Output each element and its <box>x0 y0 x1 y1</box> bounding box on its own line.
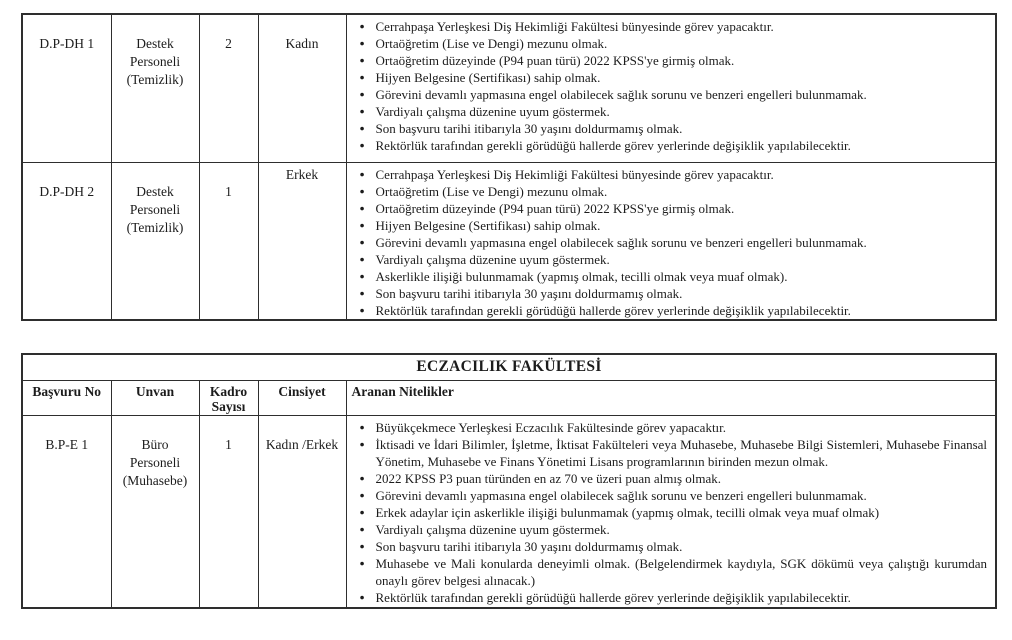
requirements-cell <box>346 162 996 320</box>
quota-cell: 1 <box>199 162 258 320</box>
requirement-item: ● Hijyen Belgesine (Sertifikası) sahip olmak. <box>347 69 988 86</box>
requirements-cell <box>346 415 996 608</box>
gender-cell: Kadın <box>258 14 346 162</box>
requirement-item: ● Görevini devamlı yapmasına engel olabilecek sağlık sorunu ve benzeri engelleri bulunmamak. <box>347 86 988 103</box>
requirements-list <box>347 416 996 606</box>
requirement-item: ● Muhasebe ve Mali konularda deneyimli olmak. (Belgelendirmek kaydıyla, SGK dökümü veya çalıştığı kurumdan onaylı görev belgesi alınacak.) <box>347 555 988 589</box>
position-title-cell <box>111 162 199 320</box>
gender-cell: Kadın /Erkek <box>258 415 346 608</box>
requirement-item: ● İktisadi ve İdari Bilimler, İşletme, İktisat Fakülteleri veya Muhasebe, Muhasebe Bilgi Sistemleri, Muhasebe Finansal Yönetim, Muhasebe ve Finans Yönetimi Lisans programlarının birinden mezun olmak. <box>347 436 988 470</box>
table-title-row <box>22 354 996 380</box>
table-row-bpe1 <box>22 415 996 608</box>
position-title-cell <box>111 415 199 608</box>
requirement-item: ● Erkek adaylar için askerlikle ilişiği bulunmamak (yapmış olmak, tecilli olmak veya muaf olmak) <box>347 504 988 521</box>
requirement-item: ● Rektörlük tarafından gerekli görüdüğü hallerde görev yerlerinde değişiklik yapılabilecektir. <box>347 302 988 319</box>
continuation-table <box>21 13 997 321</box>
header-basvuru-no: Başvuru No <box>22 380 111 415</box>
requirement-item: ● Görevini devamlı yapmasına engel olabilecek sağlık sorunu ve benzeri engelleri bulunmamak. <box>347 487 988 504</box>
header-aranan-nitelikler: Aranan Nitelikler <box>346 380 996 415</box>
requirement-item: ● Rektörlük tarafından gerekli görüdüğü hallerde görev yerlerinde değişiklik yapılabilecektir. <box>347 589 988 606</box>
header-kadro-sayisi <box>199 380 258 415</box>
eczacilik-table <box>21 353 997 609</box>
gender-cell: Erkek <box>258 162 346 320</box>
requirement-item: ● Görevini devamlı yapmasına engel olabilecek sağlık sorunu ve benzeri engelleri bulunmamak. <box>347 234 988 251</box>
table-header-row <box>22 380 996 415</box>
requirement-item: ● Cerrahpaşa Yerleşkesi Diş Hekimliği Fakültesi bünyesinde görev yapacaktır. <box>347 18 988 35</box>
position-title-text: Destek Personeli (Temizlik) <box>126 183 184 235</box>
applicant-code-cell: D.P-DH 2 <box>22 162 111 320</box>
requirement-item: ● Vardiyalı çalışma düzenine uyum göstermek. <box>347 103 988 120</box>
requirement-item: ● Vardiyalı çalışma düzenine uyum göstermek. <box>347 251 988 268</box>
requirement-item: ● Hijyen Belgesine (Sertifikası) sahip olmak. <box>347 217 988 234</box>
requirement-item: ● Son başvuru tarihi itibarıyla 30 yaşını doldurmamış olmak. <box>347 538 988 555</box>
applicant-code-cell: D.P-DH 1 <box>22 14 111 162</box>
position-title-text: Büro Personeli (Muhasebe) <box>122 436 188 488</box>
header-cinsiyet: Cinsiyet <box>258 380 346 415</box>
requirement-item: ● Ortaöğretim (Lise ve Dengi) mezunu olmak. <box>347 183 988 200</box>
table-row-dpdh2 <box>22 162 996 320</box>
requirement-item: ● Askerlikle ilişiği bulunmamak (yapmış olmak, tecilli olmak veya muaf olmak). <box>347 268 988 285</box>
requirements-list <box>347 163 996 319</box>
header-unvan: Unvan <box>111 380 199 415</box>
requirement-item: ● 2022 KPSS P3 puan türünden en az 70 ve üzeri puan almış olmak. <box>347 470 988 487</box>
requirements-cell <box>346 14 996 162</box>
position-title-cell <box>111 14 199 162</box>
requirement-item: ● Ortaöğretim düzeyinde (P94 puan türü) 2022 KPSS'ye girmiş olmak. <box>347 52 988 69</box>
quota-cell: 2 <box>199 14 258 162</box>
header-kadro-sayisi-text: Kadro Sayısı <box>209 383 248 414</box>
table-title: ECZACILIK FAKÜLTESİ <box>22 354 996 380</box>
table-row-dpdh1 <box>22 14 996 162</box>
requirement-item: ● Rektörlük tarafından gerekli görüdüğü hallerde görev yerlerinde değişiklik yapılabilecektir. <box>347 137 988 154</box>
requirement-item: ● Ortaöğretim (Lise ve Dengi) mezunu olmak. <box>347 35 988 52</box>
requirement-item: ● Büyükçekmece Yerleşkesi Eczacılık Fakültesinde görev yapacaktır. <box>347 419 988 436</box>
requirement-item: ● Vardiyalı çalışma düzenine uyum göstermek. <box>347 521 988 538</box>
applicant-code-cell: B.P-E 1 <box>22 415 111 608</box>
requirements-list <box>347 15 996 154</box>
quota-cell: 1 <box>199 415 258 608</box>
requirement-item: ● Ortaöğretim düzeyinde (P94 puan türü) 2022 KPSS'ye girmiş olmak. <box>347 200 988 217</box>
requirement-item: ● Son başvuru tarihi itibarıyla 30 yaşını doldurmamış olmak. <box>347 285 988 302</box>
requirement-item: ● Cerrahpaşa Yerleşkesi Diş Hekimliği Fakültesi bünyesinde görev yapacaktır. <box>347 166 988 183</box>
position-title-text: Destek Personeli (Temizlik) <box>126 36 184 87</box>
requirement-item: ● Son başvuru tarihi itibarıyla 30 yaşını doldurmamış olmak. <box>347 120 988 137</box>
